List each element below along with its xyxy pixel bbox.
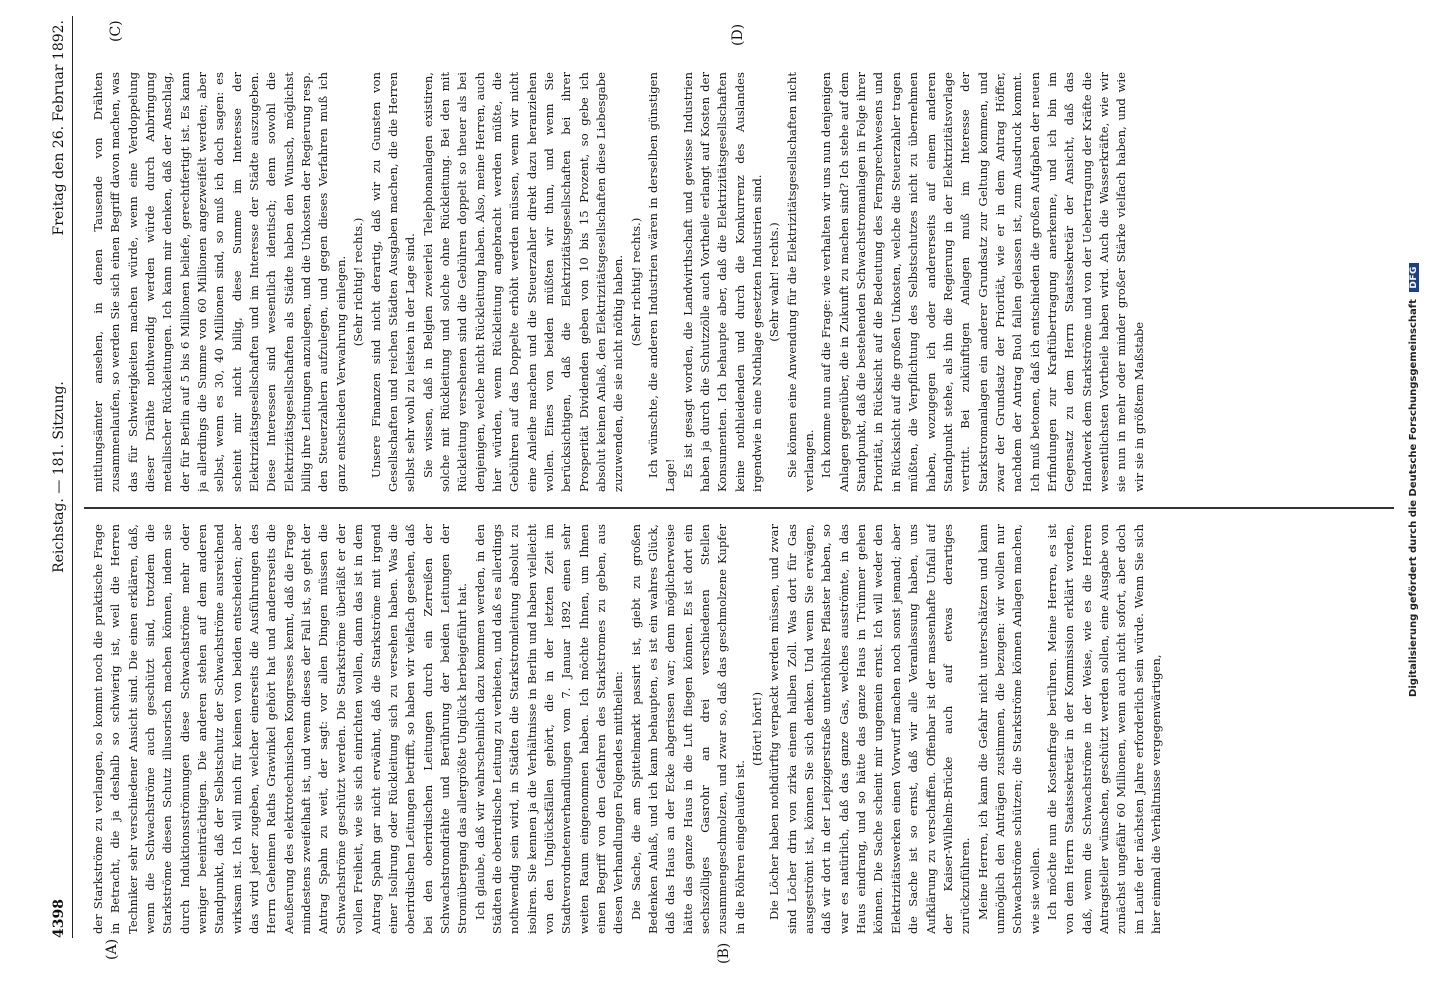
paragraph: Meine Herren, ich kann die Gefahr nicht unterschätzen und kann unmöglich den Anträgen zustimmen, die bezugen: wir wollen nur Schwachströme schützen; die Starkströme können Anlagen machen, wie sie wollen.	[975, 524, 1042, 934]
paragraph: Sie können eine Anwendung für die Elektrizitätsgesellschaften nicht verlangen.	[784, 72, 817, 492]
paragraph: Die Löcher haben nothdürftig verpackt werden müssen, und zwar sind Löcher drin von zirka einem halben Zoll. Was dort für Gas ausgeströmt ist, können Sie sich denken. Und wenn Sie erwägen, daß wir dort in der Leipzigerstraße unterhöhltes Pflaster haben, so war es natürlich, daß das ganze Gas, welches ausströmte, in das Haus eindrang, und so hätte das ganze Haus in Trümmer gehen können. Die Sache scheint mir ungemein ernst. Ich will weder den Elektrizitätswerken einen Vorwurf machen noch sonst jemand; aber die Sache ist so ernst, daß wir alle Veranlassung haben, uns Aufklärung zu verschaffen. Offenbar ist der massenhafte Unfall auf der Kaiser-Wilhelm-Brücke auch auf etwas derartiges zurückzuführen.	[767, 524, 973, 934]
right-column	[90, 72, 1380, 492]
paragraph: Unsere Finanzen sind nicht derartig, daß wir zu Gunsten von Gesellschaften und reichen Städten Ausgaben machen, die die Herren selbst sehr wohl zu leisten in der Lage sind.	[368, 72, 418, 492]
paragraph: mittlungsämter ansehen, in denen Tausende von Drähten zusammenlaufen, so werden Sie sich einen Begriff davon machen, was das für Schwierigkeiten machen würde, wenn eine Verdoppelung dieser Drähte nothwendig werden würde durch Anbringung metallischer Rückleitungen. Ich kann mir denken, daß der Anschlag, der für Berlin auf 5 bis 6 Millionen beliefe, gerechtfertigt ist. Es kann ja allerdings die Summe von 60 Millionen angezweifelt werden; aber selbst, wenn es 30, 40 Millionen sind, so muß ich doch sagen: es scheint mir nicht billig, diese Summe im Interesse der Elektrizitätsgesellschaften und im Interesse der Städte auszugeben. Diese Interessen sind wesentlich identisch; denn sowohl die Elektrizitätsgesellschaften als Städte haben den Wunsch, möglichst billig ihre Leitungen anzulegen, und die Unkosten der Regierung resp. den Steuerzahlern aufzulegen, und gegen dieses Verfahren muß ich ganz entschieden Verwahrung einlegen.	[91, 72, 348, 492]
paragraph: Es ist gesagt worden, die Landwirthschaft und gewisse Industrien haben ja durch die Schutzzölle auch Vortheile erlangt auf Kosten der Konsumenten. Ich behaupte aber, daß die Elektrizitätsgesellschaften keine nothleidenden und durch die Konkurrenz des Auslandes irgendwie in eine Nothlage gesetzten Industrien sind.	[680, 72, 765, 492]
paragraph: Die Sache, die am Spittelmarkt passirt ist, giebt zu großen Bedenken Anlaß, und ich kann behaupten, es ist ein wahres Glück, daß das Haus an der Ecke abgerissen war; denn möglicherweise hätte das ganze Haus in die Luft fliegen können. Es ist dort ein sechszölliges Gasrohr an drei verschiedenen Stellen zusammengeschmolzen, und zwar so, daß das geschmolzene Kupfer in die Röhren eingelaufen ist.	[628, 524, 747, 934]
interjection: (Sehr wahr! rechts.)	[767, 222, 782, 342]
paragraph: der Starkströme zu verlangen, so kommt noch die praktische Frage in Betracht, die ja deshalb so schwierig ist, weil die Herren Techniker sehr verschiedener Ansicht sind. Die einen erklären, daß, wenn die Schwachströme auch geschützt sind, trotzdem die Starkströme diesen Schutz illusorisch machen können, indem sie durch Induktionsströmungen diese Schwachströme mehr oder weniger beeinträchtigen. Die anderen stehen auf dem anderen Standpunkt, daß der Selbstschutz der Schwachströme ausreichend wirksam ist. Ich will mich für keinen von beiden entscheiden; aber das wird jeder zugeben, welcher einerseits die Ausführungen des Herrn Geheimen Raths Grawinkel gehört hat und andererseits die Aeußerung des elektrotechnischen Kongresses kennt, daß die Frage mindestens zweifelhaft ist, und wenn dieses der Fall ist, so geht der Antrag Spahn zu weit, der sagt: vor allen Dingen müssen die Schwachströme geschützt werden. Die Starkströme überläßt er der vollen Freiheit, wie sie sich einrichten wollen, dann das ist in dem Antrag Spahn gar nicht erwähnt, daß die Starkströme mit irgend einer Isolirung oder Rückleitung sich zu versehen haben. Was die oberirdischen Leitungen betrifft, so haben wir vielfach gesehen, daß bei den oberirdischen Leitungen durch ein Zerreißen der Schwachstromdrähte und Berührung der beiden Leitungen der Stromübergang das allergrößte Unglück herbeigeführt hat.	[91, 524, 470, 934]
dfg-logo: DFG	[1409, 263, 1419, 292]
margin-marker-c: (C)	[108, 20, 124, 42]
margin-marker-d: (D)	[730, 23, 746, 46]
credit-text: Digitalisierung gefördert durch die Deutsche Forschungsgemeinschaft	[1408, 299, 1419, 697]
paragraph: Ich möchte nun die Kostenfrage berühren. Meine Herren, es ist von dem Herrn Staatssekretär in der Kommission erklärt worden, daß, wenn die Schwachströme in der Weise, wie es die Herren Antragsteller wünschen, geschützt werden sollen, eine Ausgabe von zunächst ungefähr 60 Millionen, wenn auch nicht sofort, aber doch im Laufe der nächsten Jahre erforderlich sein würde. Wenn Sie sich hier einmal die Verhältnisse vergegenwärtigen,	[1044, 524, 1163, 934]
paragraph: Sie wissen, daß in Belgien zweierlei Telephonanlagen existiren, solche mit Rückleitung und solche ohne Rückleitung. Bei den mit Rückleitung versehenen sind die Gebühren doppelt so theuer als bei denjenigen, welche nicht Rückleitung haben. Also, meine Herren, auch hier würden, wenn Rückleitung angebracht werden müßte, die Gebühren auf das Doppelte erhöht werden müssen, wenn wir nicht eine Anleihe machen und die Steuerzahler direkt dazu heranziehen wollen. Eines von beiden müßten wir thun, und wenn Sie berücksichtigen, daß die Elektrizitätsgesellschaften bei ihrer Prosperität Dividenden geben von 10 bis 15 Prozent, so gebe ich absolut keinen Anlaß, den Elektrizitätsgesellschaften diese Liebesgabe zuzuwenden, die sie nicht nöthig haben.	[420, 72, 626, 492]
column-divider	[84, 508, 1394, 510]
session-title: Reichstag. — 181. Sitzung.	[51, 381, 67, 573]
interjection: (Hört! hört!)	[750, 692, 765, 766]
digitization-credit	[1408, 30, 1419, 930]
interjection: (Sehr richtig! rechts.)	[351, 217, 366, 347]
interjection: (Sehr richtig! rechts.)	[628, 217, 643, 347]
page-header	[46, 16, 73, 938]
paragraph: Ich glaube, daß wir wahrscheinlich dazu kommen werden, in den Städten die oberirdische Leitung zu verbieten, und daß es allerdings nothwendig sein wird, in Städten die Starkstromleitung absolut zu isoliren. Sie kennen ja die Verhältnisse in Berlin und haben vielleicht von den Unglücksfällen gehört, die in der letzten Zeit im Stadtverordnetenverhandlungen vom 7. Januar 1892 einen sehr weiten Raum eingenommen haben. Ich möchte Ihnen, um Ihnen einen Begriff von den Gefahren des Starkstromes zu geben, aus diesen Verhandlungen Folgendes mittheilen:	[472, 524, 626, 934]
paragraph: Ich komme nun auf die Frage: wie verhalten wir uns nun denjenigen Anlagen gegenüber, die in Zukunft zu machen sind? Ich stehe auf dem Standpunkt, daß die bestehenden Schwachstromanlagen in Folge ihrer Priorität, in Rücksicht auf die Bedeutung des Fernsprechwesens und in Rücksicht auf die großen Unkosten, welche die Steuerzahler tragen müßten, die Verpflichtung des Selbstschutzes nicht zu übernehmen haben, wozugegen ich oder andererseits auf einem anderen Standpunkt stehe, als ihn die Regierung in der Elektrizitätsvorlage vertritt. Bei zukünftigen Anlagen muß im Interesse der Starkstromanlagen ein anderer Grundsatz zur Geltung kommen, und zwar der Grundsatz der Priorität, wie er in dem Antrag Höffer, nachdem der Antrag Buol fallen gelassen ist, zum Ausdruck kommt. Ich muß betonen, daß ich entschieden die großen Aufgaben der neuen Erfindungen zur Kraftübertragung anerkenne, und ich bin im Gegensatz zu dem Herrn Staatssekretär der Ansicht, daß das Handwerk dem Starkströme und von der Uebertragung der Kräfte die wesentlichsten Vortheile haben wird. Auch die Wasserkräfte, wie wir sie nun in mehr oder minder großer Stärke vielfach haben, und wie wir sie in größtem Maßstabe	[819, 72, 1146, 492]
paragraph: Ich wünschte, die anderen Industrien wären in derselben günstigen Lage!	[646, 72, 678, 492]
left-column	[90, 524, 1380, 934]
margin-marker-b: (B)	[716, 942, 732, 964]
session-date: Freitag den 26. Februar 1892.	[51, 20, 67, 236]
margin-marker-a: (A)	[104, 938, 120, 960]
page-number: 4398	[51, 899, 67, 938]
